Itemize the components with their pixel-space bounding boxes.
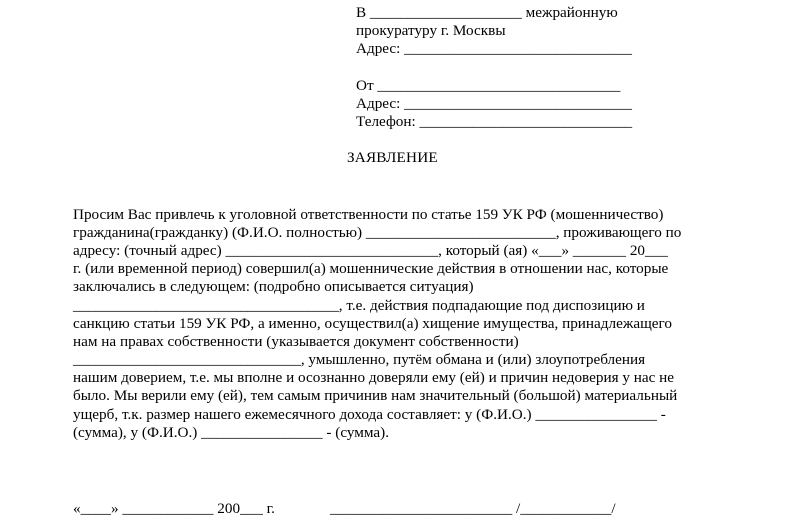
body-line: гражданина(гражданку) (Ф.И.О. полностью) _________________________, проживающего по xyxy=(73,224,682,241)
date-line: «____» ____________ 200___ г. xyxy=(73,500,275,517)
sender-name-line: От ________________________________ xyxy=(356,77,621,94)
body-line: Просим Вас привлечь к уголовной ответственности по статье 159 УК РФ (мошенничество) xyxy=(73,206,664,223)
addressee-prosecutor-line: В ____________________ межрайонную xyxy=(356,4,618,21)
body-line: адресу: (точный адрес) ____________________________, который (ая) «___» _______ 20___ xyxy=(73,242,668,259)
body-line: нашим доверием, т.е. мы вполне и осознанно доверяли ему (ей) и причин недоверия у нас не xyxy=(73,369,675,386)
signature-line: ________________________ /____________/ xyxy=(330,500,616,517)
body-line: (сумма), у (Ф.И.О.) ________________ - (сумма). xyxy=(73,424,389,441)
body-line: санкцию статьи 159 УК РФ, а именно, осуществил(а) хищение имущества, принадлежащего xyxy=(73,315,672,332)
addressee-city-line: прокуратуру г. Москвы xyxy=(356,22,506,39)
body-line: нам на правах собственности (указывается документ собственности) xyxy=(73,333,519,350)
body-line: заключались в следующем: (подробно описывается ситуация) xyxy=(73,278,474,295)
sender-address-line: Адрес: ______________________________ xyxy=(356,95,632,112)
body-line: ___________________________________, т.е. действия подпадающие под диспозицию и xyxy=(73,297,645,314)
sender-phone-line: Телефон: ____________________________ xyxy=(356,113,633,130)
document-title: ЗАЯВЛЕНИЕ xyxy=(347,149,438,166)
body-line: ущерб, т.к. размер нашего ежемесячного дохода составляет: у (Ф.И.О.) ________________ - xyxy=(73,406,666,423)
body-line: г. (или временной период) совершил(а) мошеннические действия в отношении нас, которые xyxy=(73,260,669,277)
body-line: было. Мы верили ему (ей), тем самым причинив нам значительный (большой) материальный xyxy=(73,387,678,404)
addressee-address-line: Адрес: ______________________________ xyxy=(356,40,632,57)
body-line: ______________________________, умышленно, путём обмана и (или) злоупотребления xyxy=(73,351,646,368)
